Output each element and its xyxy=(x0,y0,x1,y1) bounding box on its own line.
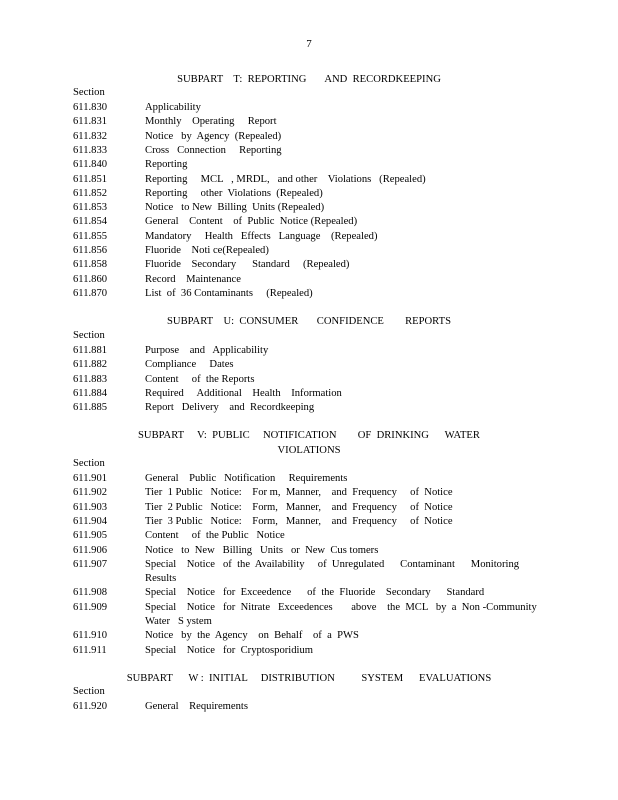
section-number: 611.907 xyxy=(73,558,108,570)
subpart-t-heading: SUBPART T: REPORTING AND RECORDKEEPING xyxy=(177,74,441,85)
section-number: 611.852 xyxy=(73,187,108,199)
subpart-v-heading: SUBPART V: PUBLIC NOTIFICATION OF DRINKING WATER xyxy=(138,430,480,441)
section-label: Section xyxy=(73,87,105,98)
section-title: Record Maintenance xyxy=(145,273,241,285)
section-title: Reporting MCL , MRDL, and other Violations (Repealed) xyxy=(145,173,426,185)
section-number: 611.870 xyxy=(73,287,108,299)
section-number: 611.854 xyxy=(73,216,108,228)
section-number: 611.831 xyxy=(73,116,108,128)
section-title: List of 36 Contaminants (Repealed) xyxy=(145,287,313,299)
section-number: 611.904 xyxy=(73,515,108,527)
subpart-u-heading: SUBPART U: CONSUMER CONFIDENCE REPORTS xyxy=(167,316,451,327)
section-title: Notice to New Billing Units or New Cus tomers xyxy=(145,544,379,556)
section-title: Reporting xyxy=(145,159,188,171)
section-title: Monthly Operating Report xyxy=(145,116,277,128)
section-number: 611.910 xyxy=(73,630,108,642)
section-number: 611.885 xyxy=(73,402,108,414)
section-number: 611.881 xyxy=(73,345,108,356)
section-title: Tier 3 Public Notice: Form, Manner, and Frequency of Notice xyxy=(145,515,453,527)
section-title: Notice by the Agency on Behalf of a PWS xyxy=(145,630,359,642)
section-title: Applicability xyxy=(145,102,201,113)
section-label: Section xyxy=(73,686,105,697)
section-number: 611.920 xyxy=(73,701,108,712)
section-title: Special Notice of the Availability of Unregulated Contaminant Monitoring Results xyxy=(145,558,520,585)
section-title: Notice to New Billing Units (Repealed) xyxy=(145,202,325,214)
section-title: Special Notice for Nitrate Exceedences above the MCL by a Non -Community Water S ystem xyxy=(145,601,537,627)
section-title: Cross Connection Reporting xyxy=(145,144,282,156)
section-title: General Public Notification Requirements xyxy=(145,473,348,484)
page-number: 7 xyxy=(306,38,312,50)
section-title: General Content of Public Notice (Repealed) xyxy=(145,216,358,228)
section-title: General Requirements xyxy=(145,701,248,712)
section-number: 611.908 xyxy=(73,587,108,599)
section-number: 611.830 xyxy=(73,102,108,113)
section-title: Notice by Agency (Repealed) xyxy=(145,130,282,142)
section-label: Section xyxy=(73,330,105,341)
section-title: Content of the Reports xyxy=(145,373,255,385)
section-title: Tier 2 Public Notice: Form, Manner, and Frequency of Notice xyxy=(145,501,453,513)
section-title: Required Additional Health Information xyxy=(145,387,342,399)
section-number: 611.884 xyxy=(73,387,108,399)
section-number: 611.882 xyxy=(73,359,108,371)
section-number: 611.833 xyxy=(73,144,108,156)
section-number: 611.909 xyxy=(73,601,108,613)
section-title: Mandatory Health Effects Language (Repealed) xyxy=(145,230,378,242)
section-title: Purpose and Applicability xyxy=(145,345,269,356)
section-title: Fluoride Secondary Standard (Repealed) xyxy=(145,259,350,271)
section-number: 611.840 xyxy=(73,159,108,171)
section-title: Tier 1 Public Notice: For m, Manner, and Frequency of Notice xyxy=(145,487,453,499)
section-number: 611.901 xyxy=(73,473,108,484)
section-label: Section xyxy=(73,458,105,469)
section-title: Fluoride Noti ce(Repealed) xyxy=(145,245,269,256)
section-number: 611.903 xyxy=(73,501,108,513)
section-number: 611.858 xyxy=(73,259,108,271)
section-number: 611.855 xyxy=(73,230,108,242)
subpart-w-heading: SUBPART W : INITIAL DISTRIBUTION SYSTEM EVALUATIONS xyxy=(126,673,492,684)
section-number: 611.906 xyxy=(73,544,108,556)
section-number: 611.832 xyxy=(73,130,108,142)
section-number: 611.905 xyxy=(73,530,108,542)
section-number: 611.856 xyxy=(73,245,108,256)
section-number: 611.853 xyxy=(73,202,108,214)
section-number: 611.883 xyxy=(73,373,108,385)
section-number: 611.860 xyxy=(73,273,108,285)
section-title: Reporting other Violations (Repealed) xyxy=(145,187,323,199)
section-title: Special Notice for Cryptosporidium xyxy=(145,644,313,656)
section-title: Report Delivery and Recordkeeping xyxy=(145,402,315,414)
section-number: 611.911 xyxy=(73,644,107,656)
subpart-v-heading-line2: VIOLATIONS xyxy=(277,444,341,456)
section-number: 611.902 xyxy=(73,487,108,499)
section-title: Content of the Public Notice xyxy=(145,530,285,542)
section-number: 611.851 xyxy=(73,173,108,185)
section-title: Special Notice for Exceedence of the Fluoride Secondary Standard xyxy=(145,587,485,599)
section-title: Compliance Dates xyxy=(145,359,234,371)
